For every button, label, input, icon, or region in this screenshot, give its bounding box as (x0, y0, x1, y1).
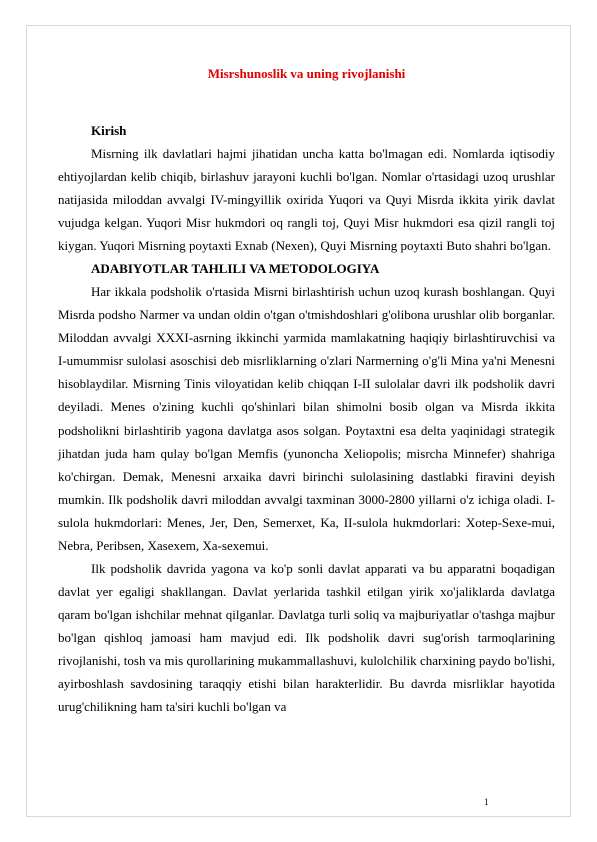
section-heading-literature: ADABIYOTLAR TAHLILI VA METODOLOGIYA (91, 261, 380, 277)
document-body (58, 66, 555, 718)
paragraph: Misrning ilk davlatlari hajmi jihatidan uncha katta bo'lmagan edi. Nomlarda iqtisodiy ehtiyojlardan kelib chiqib, birlashuv jarayoni kuchli bo'lgan. Nomlar o'rtasidagi uzoq urushlar natijasida miloddan avvalgi IV-mingyillik oxirida Yuqori va Quyi Misrda ikkita yirik davlat vujudga kelgan. Yuqori Misr hukmdori oq rangli toj, Quyi Misr hukmdori esa qizil rangli toj kiygan. Yuqori Misrning poytaxti Exnab (Nexen), Quyi Misrning poytaxti Buto shahri bo'lgan. (58, 146, 555, 254)
document-title: Misrshunoslik va uning rivojlanishi (207, 66, 406, 81)
paragraph: Har ikkala podsholik o'rtasida Misrni birlashtirish uchun uzoq kurash boshlangan. Quyi Misrda podsho Narmer va undan oldin o'tgan o'tmishdoshlari g'olibona urushlar olib borganlar. Miloddan avvalgi XXXI-asrning ikkinchi yarmida mamlakatning haqiqiy birlashtiruvchisi va I-umummisr sulolasi asoschisi deb misrliklarning o'zlari Narmerning o'g'li Mina ya'ni Menesni hisoblaydilar. Misrning Tinis viloyatidan kelib chiqqan I-II sulolalar davri ilk podsholik davri deyiladi. Menes o'zining kuchli qo'shinlari bilan shimolni bosib olgan va Misrda ikkita podsholikni birlashtirib yagona davlatga asos solgan. Poytaxtni esa delta yaqinidagi strategik jihatdan juda ham qulay bo'lgan Memfis (yunoncha Xeliopolis; misrcha Minnefer) shahriga ko'chirgan. Demak, Menesni arxaika davri birinchi sulolasining dastlabki firavini deyish mumkin. Ilk podsholik davri miloddan avvalgi taxminan 3000-2800 yillarni o'z ichiga oladi. I-sulola hukmdorlari: Menes, Jer, Den, Semerxet, Ka, II-sulola hukmdorlari: Xotep-Sexe-mui, Nebra, Peribsen, Xasexem, Xa-sexemui. (58, 284, 555, 553)
section-heading-intro: Kirish (91, 123, 127, 138)
paragraph: Ilk podsholik davrida yagona va ko'p sonli davlat apparati va bu apparatni boqadigan davlat yer egaligi shakllangan. Davlat yerlarida tashkil etilgan yirik xo'jaliklarda davlatga qaram bo'lgan ishchilar mehnat qilganlar. Davlatga turli soliq va majburiyatlar o'tashga majbur bo'lgan qishloq jamoasi ham mavjud edi. Ilk podsholik davri sug'orish tarmoqlarining rivojlanishi, tosh va mis qurollarining mukammallashuvi, kulolchilik charxining paydo bo'lishi, ayirboshlash savdosining taraqqiy etishi bilan harakterlidir. Bu davrda misrliklar hayotida urug'chilikning ham ta'siri kuchli bo'lgan va (58, 560, 555, 715)
page-number: 1 (484, 797, 489, 807)
